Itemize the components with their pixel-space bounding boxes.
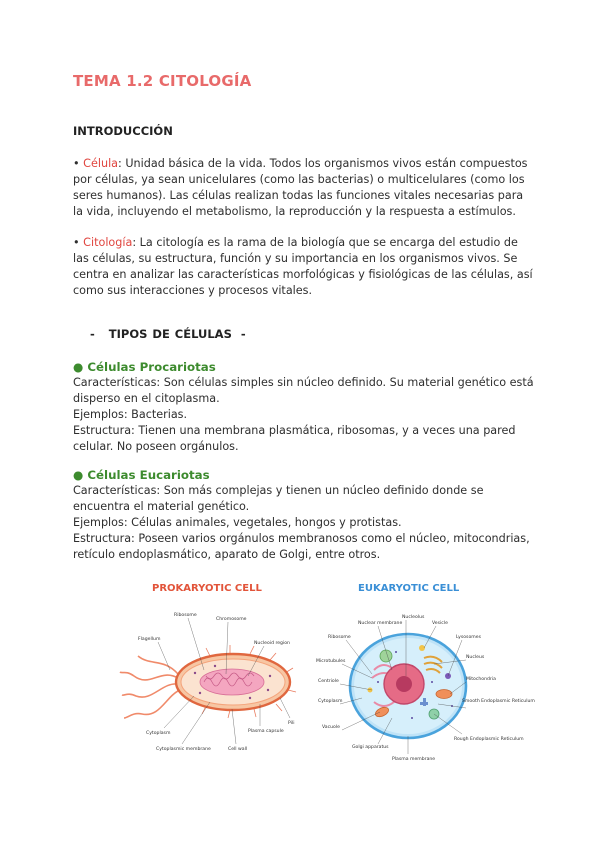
cell-text: : Unidad básica de la vida. Todos los organismos vivos están compuestos por células, ya sean unicelulares (como las bacterias) o multicelulares (como los seres humanos). Las células realizan todas las funciones vitales necesarias para la vida, incluyendo el metabolismo, la reproducción y la respuesta a estímulos. [73,157,528,218]
prokaryotes-heading: ● Células Procariotas [73,360,216,374]
cell-label: Cytoplasmic membrane [156,747,211,752]
cell-label: Ribosome [328,635,351,640]
cell-label: Cytoplasm [318,699,343,704]
prokaryotic-cell-illustration [120,578,310,758]
cell-label: Nucleolus [402,615,425,620]
cell-label: Nuclear membrane [358,621,403,626]
cell-types-title: TIPOS DE CÉLULAS [108,327,232,341]
cell-label: Smooth Endoplasmic Reticulum [462,699,535,704]
flagellum-icon [120,656,180,718]
vacuole-icon [380,650,392,662]
cytology-term: Citología [83,236,133,249]
cell-label: Pili [288,721,295,726]
intro-heading: INTRODUCCIÓN [73,124,173,138]
bullet: • [73,236,80,249]
eukaryotic-cell-title: EUKARYOTIC CELL [358,583,460,594]
cell-label: Centriole [318,679,339,684]
eukaryotes-block [73,483,543,563]
eukaryotes-characteristics: Características: Son más complejas y tienen un núcleo definido donde se encuentra el material genético. [73,484,484,513]
cell-label: Chromosome [216,617,247,622]
cell-label: Plasma membrane [392,757,436,762]
cell-label: Ribosome [174,613,197,618]
prokaryotes-examples: Ejemplos: Bacterias. [73,408,188,421]
mitochondria-icon [436,690,452,699]
cell-label: Lysosomes [456,635,481,640]
prokaryotes-structure: Estructura: Tienen una membrana plasmática, ribosomas, y a veces una pared celular. No poseen orgánulos. [73,424,516,453]
cell-label: Golgi apparatus [352,745,389,750]
cytology-text: : La citología es la rama de la biología que se encarga del estudio de las células, su estructura, función y su importancia en los organismos vivos. Se centra en analizar las características morfológicas y fisiológicas de las células, así como sus interacciones y procesos vitales. [73,236,533,297]
prokaryotic-cell-title: PROKARYOTIC CELL [152,583,262,594]
page-title: TEMA 1.2 CITOLOGÍA [73,72,252,90]
cell-label: Nucleus [466,655,485,660]
cell-label: Cell wall [228,747,248,752]
nucleoid-icon [200,669,264,695]
cell-label: Microtubules [316,659,346,664]
cell-label: Nucleoid region [254,641,290,646]
cytology-definition [73,235,533,299]
cell-definition [73,156,533,220]
eukaryotic-cell-illustration [312,578,535,768]
cell-label: Vesicle [432,621,448,626]
cell-label: Rough Endoplasmic Reticulum [454,737,524,742]
cell-label: Mitochondria [466,677,496,682]
eukaryotes-structure: Estructura: Poseen varios orgánulos membranosos como el núcleo, mitocondrias, retículo endoplasmático, aparato de Golgi, entre otros. [73,532,530,561]
eukaryotes-examples: Ejemplos: Células animales, vegetales, hongos y protistas. [73,516,402,529]
heading-dash: - [240,327,246,341]
cell-label: Flagellum [138,637,161,642]
nucleolus-icon [396,676,412,692]
eukaryotes-heading: ● Células Eucariotas [73,468,210,482]
heading-dash: - [90,327,95,341]
cell-label: Vacuole [322,725,340,730]
prokaryotes-characteristics: Características: Son células simples sin núcleo definido. Su material genético está disperso en el citoplasma. [73,376,534,405]
cell-types-heading [90,327,246,341]
prokaryotes-block [73,375,543,455]
cell-label: Plasma capsule [248,729,284,734]
cell-term: Célula [83,157,119,170]
cell-label: Cytoplasm [146,731,171,736]
bullet: • [73,157,80,170]
